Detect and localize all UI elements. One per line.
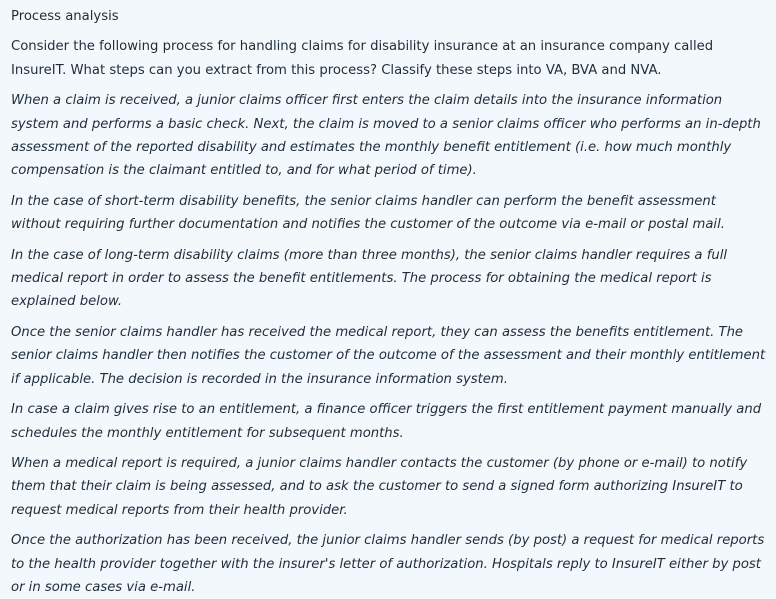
process-paragraph-short-term: In the case of short-term disability benefits, the senior claims handler can perform the benefit assessment without requiring further documentation and notifies the customer of the outcome via e-mail or postal mail.: [11, 193, 725, 233]
process-paragraph-authorization: Once the authorization has been received, the junior claims handler sends (by post) a request for medical reports to the health provider together with the insurer's letter of authorization. Hospitals reply to InsureIT either by post or in some cases via e-mail.: [11, 533, 765, 595]
process-paragraph-entitlement: In case a claim gives rise to an entitlement, a finance officer triggers the first entitlement payment manually and schedules the monthly entitlement for subsequent months.: [11, 402, 762, 441]
intro-paragraph: Consider the following process for handling claims for disability insurance at an insurance company called InsureIT. What steps can you extract from this process? Classify these steps into VA, BVA and NVA.: [11, 39, 714, 78]
process-paragraph-claim-received: When a claim is received, a junior claims officer first enters the claim details into the insurance information system and performs a basic check. Next, the claim is moved to a senior claims officer who performs an in-depth assessment of the reported disability and estimates the monthly benefit entitlement (i.e. how much monthly compensation is the claimant entitled to, and for what period of time).: [11, 93, 761, 179]
process-paragraph-long-term: In the case of long-term disability claims (more than three months), the senior claims handler requires a full medical report in order to assess the benefit entitlements. The process for obtaining the medical report is explained below.: [11, 247, 728, 310]
process-paragraph-report-received: Once the senior claims handler has received the medical report, they can assess the benefits entitlement. The senior claims handler then notifies the customer of the outcome of the assessment and their monthly entitlement if applicable. The decision is recorded in the insurance information system.: [11, 324, 766, 387]
process-paragraph-medical-report-required: When a medical report is required, a junior claims handler contacts the customer (by phone or e-mail) to notify them that their claim is being assessed, and to ask the customer to send a signed form authorizing InsureIT to request medical reports from their health provider.: [11, 455, 748, 518]
page-title: Process analysis: [11, 9, 119, 24]
